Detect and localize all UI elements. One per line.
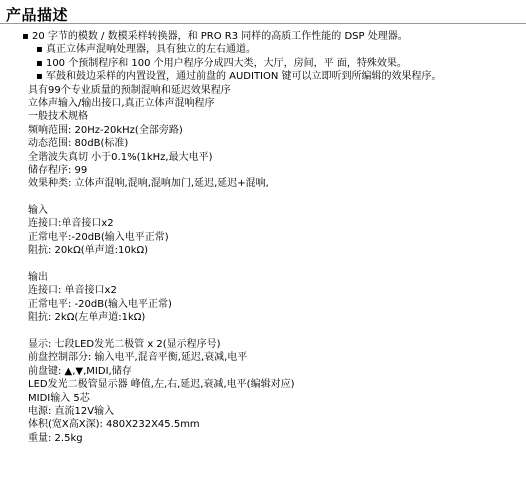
- description-line: 阻抗: 2kΩ(左单声道:1kΩ): [28, 312, 146, 324]
- description-line: 储存程序: 99: [28, 164, 88, 176]
- description-line: ▪ 真正立体声混响处理器，具有独立的左右通道。: [36, 44, 256, 56]
- description-line: 一般技术规格: [28, 111, 88, 123]
- description-line: 连接口:单音接口x2: [28, 218, 114, 230]
- description-line: 动态范围: 80dB(标准): [28, 138, 129, 150]
- description-line: 频响范围: 20Hz-20kHz(全部旁路): [28, 124, 183, 136]
- product-description: [22, 30, 522, 445]
- description-line: 前盘控制部分: 输入电平,混音平衡,延迟,衰减,电平: [28, 352, 248, 364]
- section-title: 产品描述: [6, 6, 69, 24]
- description-line: 显示: 七段LED发光二极管 x 2(显示程序号): [28, 338, 221, 350]
- header-divider: [0, 23, 526, 24]
- description-line: 具有99个专业质量的预制混响和延迟效果程序: [28, 84, 231, 96]
- description-line: 正常电平:-20dB(输入电平正常): [28, 231, 169, 243]
- description-line: MIDI输入 5芯: [28, 392, 90, 404]
- description-line: 立体声输入/输出接口,真正立体声混响程序: [28, 97, 215, 109]
- blank-line: [28, 258, 522, 271]
- description-line: ▪ 100 个预制程序和 100 个用户程序分成四大类，大厅，房间，平 面，特殊效果。: [36, 57, 407, 69]
- description-line: 全谐波失真切 小于0.1%(1kHz,最大电平): [28, 151, 213, 163]
- description-line: 输入: [28, 205, 48, 217]
- blank-line: [28, 191, 522, 204]
- description-line: 重量: 2.5kg: [28, 432, 83, 444]
- description-line: ▪ 军鼓和鼓边采样的内置设置，通过前盘的 AUDITION 键可以立即听到所编辑的效果程序。: [36, 71, 442, 83]
- description-line: 体积(宽X高X深): 480X232X45.5mm: [28, 419, 200, 431]
- description-line: 正常电平: -20dB(输入电平正常): [28, 298, 172, 310]
- blank-line: [28, 325, 522, 338]
- description-line: ▪ 20 字节的模数 / 数模采样转换器，和 PRO R3 同样的高质工作性能的 DSP 处理器。: [22, 31, 408, 42]
- description-line: 电源: 直流12V输入: [28, 405, 115, 417]
- description-line: LED发光二极管显示器 峰值,左,右,延迟,衰减,电平(编辑对应): [28, 379, 295, 391]
- description-line: 前盘键: ▲,▼,MIDI,储存: [28, 365, 132, 377]
- description-line: 效果种类: 立体声混响,混响,混响加门,延迟,延迟+混响,: [28, 178, 269, 190]
- description-line: 输出: [28, 272, 48, 284]
- description-line: 连接口: 单音接口x2: [28, 285, 117, 297]
- section-header: [0, 0, 526, 23]
- description-line: 阻抗: 20kΩ(单声道:10kΩ): [28, 245, 149, 257]
